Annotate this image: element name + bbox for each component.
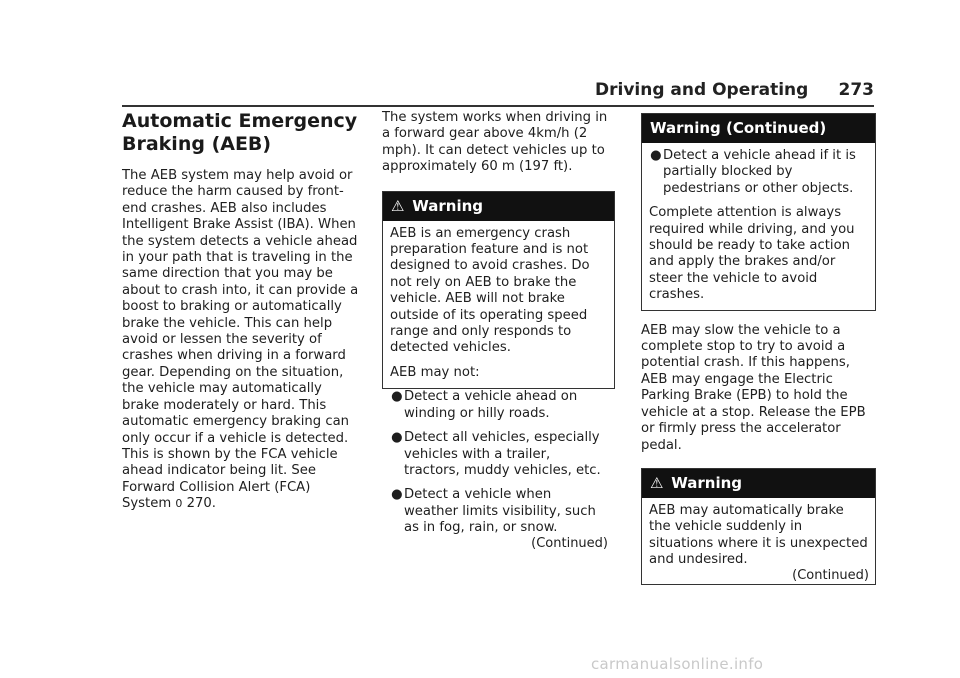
column-3 bbox=[641, 110, 876, 585]
warning-continued-body bbox=[642, 143, 875, 310]
page-ref-link[interactable]: 270. bbox=[186, 496, 216, 512]
bullet-icon: ● bbox=[650, 148, 662, 163]
section-title: Automatic Emergency Braking (AEB) bbox=[122, 110, 358, 155]
continued-label-2: (Continued) bbox=[792, 567, 869, 583]
warning-body bbox=[383, 221, 614, 554]
warning-box bbox=[382, 191, 615, 551]
warning-list-intro: AEB may not: bbox=[390, 364, 480, 380]
bullet-icon: ● bbox=[391, 389, 403, 405]
warning-continued-box bbox=[641, 113, 876, 311]
warning-triangle-icon: ⚠ bbox=[391, 196, 405, 215]
watermark-url: carmanualsonline.info bbox=[591, 655, 764, 673]
list-item bbox=[649, 148, 869, 197]
header-rule bbox=[122, 105, 874, 107]
list-item bbox=[390, 487, 608, 536]
system-speed-paragraph: The system works when driving in a forward gear above 4km/h (2 mph). It can detect vehicles up to approximately 60 m (197 ft). bbox=[382, 110, 608, 175]
page-ref-symbol: 0 bbox=[175, 497, 183, 511]
list-item bbox=[390, 430, 608, 479]
warning-title-2: Warning bbox=[671, 473, 743, 492]
warning-bullet-list bbox=[390, 389, 608, 536]
column-2 bbox=[382, 110, 615, 551]
bullet-icon: ● bbox=[391, 430, 403, 446]
list-item bbox=[390, 389, 608, 422]
warning-continued-header bbox=[642, 114, 875, 143]
aeb-stop-paragraph: AEB may slow the vehicle to a complete stop to try to avoid a potential crash. If this happens, AEB may engage the Electric Parking Brake (EPB) to hold the vehicle at a stop. Release the EPB or firmly press the accelerator pedal. bbox=[641, 322, 866, 453]
aeb-intro-paragraph bbox=[122, 168, 362, 513]
warning-continued-title: Warning (Continued) bbox=[650, 119, 827, 137]
warning-paragraph-2: AEB may automatically brake the vehicle suddenly in situations where it is unexpected and undesired. bbox=[649, 502, 868, 568]
warning-header-2 bbox=[642, 469, 875, 498]
continued-label: (Continued) bbox=[531, 535, 608, 551]
warning-title: Warning bbox=[412, 196, 484, 215]
warning-paragraph: AEB is an emergency crash preparation feature and is not designed to avoid crashes. Do not rely on AEB to brake the vehicle. AEB will not brake outside of its operating speed range and only responds to detected vehicles. bbox=[390, 225, 590, 356]
column-1 bbox=[122, 110, 362, 513]
warning-header bbox=[383, 192, 614, 221]
list-item-text: Detect a vehicle ahead if it is partially blocked by pedestrians or other objects. bbox=[663, 148, 856, 196]
list-item-text: Detect a vehicle when weather limits visibility, such as in fog, rain, or snow. bbox=[404, 487, 596, 536]
running-header bbox=[122, 80, 874, 106]
list-item-text: Detect a vehicle ahead on winding or hilly roads. bbox=[404, 389, 578, 421]
aeb-intro-text: The AEB system may help avoid or reduce the harm caused by front-end crashes. AEB also includes Intelligent Brake Assist (IBA). When the system detects a vehicle ahead in your path that is traveling in the same direction that you may be about to crash into, it can provide a boost to braking or automatically brake the vehicle. This can help avoid or lessen the severity of crashes when driving in a forward gear. Depending on the situation, the vehicle may automatically brake moderately or hard. This automatic emergency braking can only occur if a vehicle is detected. This is shown by the FCA vehicle ahead indicator being lit. See Forward Collision Alert (FCA) System bbox=[122, 168, 359, 512]
warning-triangle-icon: ⚠ bbox=[650, 473, 664, 492]
warning-continued-list bbox=[649, 148, 869, 197]
list-item-text: Detect all vehicles, especially vehicles with a trailer, tractors, muddy vehicles, etc. bbox=[404, 430, 601, 478]
bullet-icon: ● bbox=[391, 487, 403, 503]
header-section-title: Driving and Operating bbox=[595, 80, 809, 100]
warning-box-2 bbox=[641, 468, 876, 585]
warning-body-2 bbox=[642, 498, 875, 584]
warning-continued-paragraph: Complete attention is always required while driving, and you should be ready to take action and apply the brakes and/or steer the vehicle to avoid crashes. bbox=[649, 205, 855, 303]
header-page-number: 273 bbox=[838, 80, 874, 100]
